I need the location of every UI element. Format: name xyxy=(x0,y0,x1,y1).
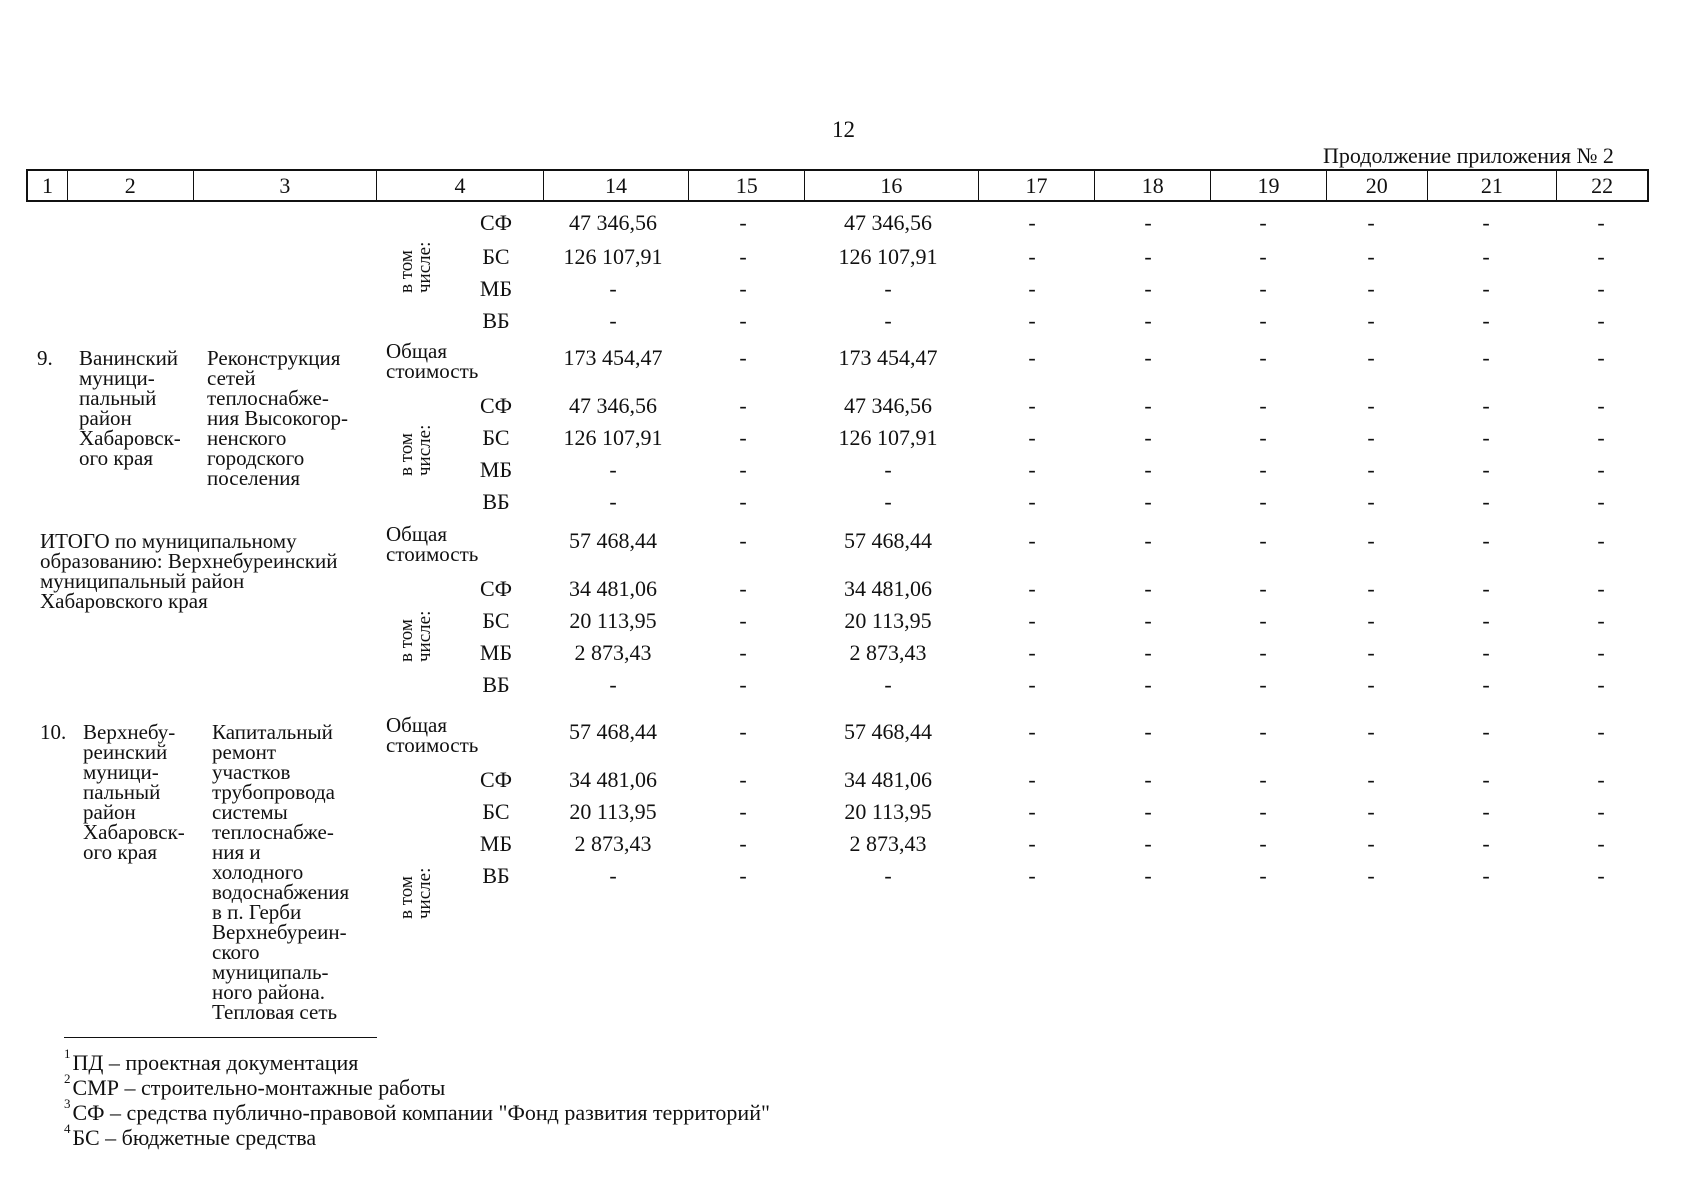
block10-c21-total: - xyxy=(1482,719,1490,744)
block10-c19-total: - xyxy=(1259,719,1267,744)
header-col-3: 3 xyxy=(194,171,378,200)
page-number: 12 xyxy=(832,117,855,142)
total-block-c14-0: 34 481,06 xyxy=(569,576,657,601)
block10-c16-total: 57 468,44 xyxy=(844,719,932,744)
block10-c19-2: - xyxy=(1259,831,1267,856)
block9-c20-0: - xyxy=(1367,393,1375,418)
total-block-c18-0: - xyxy=(1144,576,1152,601)
total-block-c18-3: - xyxy=(1144,672,1152,697)
block10-c19-3: - xyxy=(1259,863,1267,888)
total-block-c19-2: - xyxy=(1259,640,1267,665)
block10-type-mb: МБ xyxy=(479,831,513,856)
block0-c17-0: - xyxy=(1028,210,1036,235)
total-block-c17-2: - xyxy=(1028,640,1036,665)
block0-c14-2: - xyxy=(609,276,617,301)
block10-including-label: в том числе: xyxy=(396,867,435,919)
block0-c21-2: - xyxy=(1482,276,1490,301)
total-block-c19-0: - xyxy=(1259,576,1267,601)
block9-c16-total: 173 454,47 xyxy=(838,345,938,370)
table-header-row xyxy=(26,169,1649,202)
block0-type-sf: СФ xyxy=(479,210,513,235)
block9-c21-0: - xyxy=(1482,393,1490,418)
footnote-2 xyxy=(64,1071,446,1101)
block0-c15-0: - xyxy=(739,210,747,235)
block10-c17-3: - xyxy=(1028,863,1036,888)
block10-c22-0: - xyxy=(1597,767,1605,792)
block9-c15-2: - xyxy=(739,457,747,482)
block10-c16-3: - xyxy=(884,863,892,888)
total-block-c16-1: 20 113,95 xyxy=(844,608,932,633)
block0-c18-2: - xyxy=(1144,276,1152,301)
block9-c15-1: - xyxy=(739,425,747,450)
block10-total-label: Общая стоимость xyxy=(386,713,479,757)
total-block-c22-0: - xyxy=(1597,576,1605,601)
total-block-including-label: в том числе: xyxy=(396,610,435,662)
total-block-c18-1: - xyxy=(1144,608,1152,633)
total-block-c17-3: - xyxy=(1028,672,1036,697)
block10-c18-0: - xyxy=(1144,767,1152,792)
total-block-type-vb: ВБ xyxy=(482,672,510,697)
block9-c14-2: - xyxy=(609,457,617,482)
footnote-number: 1 xyxy=(64,1046,71,1061)
block9-c18-2: - xyxy=(1144,457,1152,482)
block10-c15-2: - xyxy=(739,831,747,856)
block9-c20-1: - xyxy=(1367,425,1375,450)
block0-c21-3: - xyxy=(1482,308,1490,333)
block0-c22-3: - xyxy=(1597,308,1605,333)
block0-c19-0: - xyxy=(1259,210,1267,235)
block0-c20-2: - xyxy=(1367,276,1375,301)
block10-c21-0: - xyxy=(1482,767,1490,792)
block9-c20-2: - xyxy=(1367,457,1375,482)
total-block-c22-3: - xyxy=(1597,672,1605,697)
footnote-3 xyxy=(64,1096,770,1126)
block9-c15-3: - xyxy=(739,489,747,514)
block9-municipality: Ванинский муници- пальный район Хабаровск- ого края xyxy=(79,346,181,470)
total-block-c18-total: - xyxy=(1144,528,1152,553)
block0-c16-3: - xyxy=(884,308,892,333)
block9-c15-0: - xyxy=(739,393,747,418)
footnote-4 xyxy=(64,1121,317,1151)
total-block-c20-total: - xyxy=(1367,528,1375,553)
block10-c20-3: - xyxy=(1367,863,1375,888)
block9-c20-3: - xyxy=(1367,489,1375,514)
block10-c18-3: - xyxy=(1144,863,1152,888)
header-col-18: 18 xyxy=(1095,171,1211,200)
block9-object: Реконструкция сетей теплоснабже- ния Высокогор- ненского городского поселения xyxy=(207,346,349,490)
block10-municipality: Верхнебу- реинский муници- пальный район Хабаровск- ого края xyxy=(83,720,185,864)
block0-c20-0: - xyxy=(1367,210,1375,235)
block0-c19-1: - xyxy=(1259,244,1267,269)
total-block-c21-2: - xyxy=(1482,640,1490,665)
total-block-c15-1: - xyxy=(739,608,747,633)
block10-c16-2: 2 873,43 xyxy=(849,831,927,856)
block10-object: Капитальный ремонт участков трубопровода системы теплоснабже- ния и холодного водоснабжения в п. Герби Верхнебуреин- ского муниципаль- ного района. Тепловая сеть xyxy=(212,720,350,1024)
header-col-4: 4 xyxy=(377,171,544,200)
block9-c17-1: - xyxy=(1028,425,1036,450)
total-block-type-mb: МБ xyxy=(479,640,513,665)
block0-c18-1: - xyxy=(1144,244,1152,269)
total-block-type-bs: БС xyxy=(482,608,510,633)
block10-c21-3: - xyxy=(1482,863,1490,888)
total-block-c16-total: 57 468,44 xyxy=(844,528,932,553)
block9-c17-0: - xyxy=(1028,393,1036,418)
footnote-text: СМР – строительно-монтажные работы xyxy=(72,1075,446,1100)
block9-c17-total: - xyxy=(1028,345,1036,370)
block9-c19-3: - xyxy=(1259,489,1267,514)
header-col-22: 22 xyxy=(1591,172,1614,198)
block0-c14-3: - xyxy=(609,308,617,333)
block0-c20-1: - xyxy=(1367,244,1375,269)
total-block-c22-total: - xyxy=(1597,528,1605,553)
footnote-text: БС – бюджетные средства xyxy=(72,1125,317,1150)
total-block-c16-0: 34 481,06 xyxy=(844,576,932,601)
total-block-c15-total: - xyxy=(739,528,747,553)
total-block-c16-2: 2 873,43 xyxy=(849,640,927,665)
block9-c19-total: - xyxy=(1259,345,1267,370)
block10-c14-1: 20 113,95 xyxy=(569,799,657,824)
block9-c15-total: - xyxy=(739,345,747,370)
block0-type-mb: МБ xyxy=(479,276,513,301)
total-block-c16-3: - xyxy=(884,672,892,697)
block0-type-vb: ВБ xyxy=(482,308,510,333)
block9-c22-total: - xyxy=(1597,345,1605,370)
block0-c21-0: - xyxy=(1482,210,1490,235)
block9-c16-0: 47 346,56 xyxy=(844,393,932,418)
header-col-15: 15 xyxy=(689,171,805,200)
block9-c21-2: - xyxy=(1482,457,1490,482)
block10-c15-total: - xyxy=(739,719,747,744)
block0-type-bs: БС xyxy=(482,244,510,269)
block9-c16-2: - xyxy=(884,457,892,482)
total-block-c19-total: - xyxy=(1259,528,1267,553)
block9-c14-1: 126 107,91 xyxy=(563,425,663,450)
header-col-17: 17 xyxy=(979,171,1096,200)
block0-c19-3: - xyxy=(1259,308,1267,333)
block10-type-vb: ВБ xyxy=(482,863,510,888)
block10-number: 10. xyxy=(40,720,67,744)
header-col-2: 2 xyxy=(68,171,194,200)
block9-c21-total: - xyxy=(1482,345,1490,370)
block10-c20-2: - xyxy=(1367,831,1375,856)
block0-c15-3: - xyxy=(739,308,747,333)
block10-c19-1: - xyxy=(1259,799,1267,824)
total-block-c20-1: - xyxy=(1367,608,1375,633)
total-block-c14-1: 20 113,95 xyxy=(569,608,657,633)
block0-c17-1: - xyxy=(1028,244,1036,269)
total-block-c14-3: - xyxy=(609,672,617,697)
block9-c14-total: 173 454,47 xyxy=(563,345,663,370)
header-col-21: 21 xyxy=(1428,171,1558,200)
block9-number: 9. xyxy=(37,346,53,370)
block10-c14-2: 2 873,43 xyxy=(574,831,652,856)
total-block-title: ИТОГО по муниципальному образованию: Верхнебуреинский муниципальный район Хабаровского края xyxy=(40,529,338,613)
total-block-type-sf: СФ xyxy=(479,576,513,601)
continuation-title: Продолжение приложения № 2 xyxy=(1323,143,1614,168)
block10-c18-total: - xyxy=(1144,719,1152,744)
block0-c18-0: - xyxy=(1144,210,1152,235)
total-block-c17-total: - xyxy=(1028,528,1036,553)
total-block-c14-2: 2 873,43 xyxy=(574,640,652,665)
block10-c20-total: - xyxy=(1367,719,1375,744)
block10-c20-1: - xyxy=(1367,799,1375,824)
total-block-c22-2: - xyxy=(1597,640,1605,665)
footnote-number: 3 xyxy=(64,1096,71,1111)
block0-c16-2: - xyxy=(884,276,892,301)
block10-c14-0: 34 481,06 xyxy=(569,767,657,792)
block10-c20-0: - xyxy=(1367,767,1375,792)
total-block-c15-2: - xyxy=(739,640,747,665)
block10-c22-total: - xyxy=(1597,719,1605,744)
footnote-divider xyxy=(64,1037,377,1038)
total-block-c15-3: - xyxy=(739,672,747,697)
header-col-19: 19 xyxy=(1211,171,1327,200)
block0-c20-3: - xyxy=(1367,308,1375,333)
footnote-number: 4 xyxy=(64,1121,71,1136)
block0-c21-1: - xyxy=(1482,244,1490,269)
block10-c15-0: - xyxy=(739,767,747,792)
block9-type-mb: МБ xyxy=(479,457,513,482)
block0-c16-0: 47 346,56 xyxy=(844,210,932,235)
total-block-c20-0: - xyxy=(1367,576,1375,601)
block0-c19-2: - xyxy=(1259,276,1267,301)
block9-c16-3: - xyxy=(884,489,892,514)
block10-c16-1: 20 113,95 xyxy=(844,799,932,824)
block9-including-label: в том числе: xyxy=(396,424,435,476)
footnote-number: 2 xyxy=(64,1071,71,1086)
footnote-text: ПД – проектная документация xyxy=(72,1050,359,1075)
block10-c16-0: 34 481,06 xyxy=(844,767,932,792)
block9-type-bs: БС xyxy=(482,425,510,450)
total-block-c17-1: - xyxy=(1028,608,1036,633)
block10-c14-3: - xyxy=(609,863,617,888)
block9-type-sf: СФ xyxy=(479,393,513,418)
total-block-c20-2: - xyxy=(1367,640,1375,665)
block0-c17-2: - xyxy=(1028,276,1036,301)
block10-c21-1: - xyxy=(1482,799,1490,824)
block10-type-bs: БС xyxy=(482,799,510,824)
block0-c22-2: - xyxy=(1597,276,1605,301)
block0-c22-0: - xyxy=(1597,210,1605,235)
total-block-c20-3: - xyxy=(1367,672,1375,697)
header-col-14: 14 xyxy=(544,171,690,200)
total-block-c21-total: - xyxy=(1482,528,1490,553)
block0-c15-1: - xyxy=(739,244,747,269)
block9-c14-3: - xyxy=(609,489,617,514)
block9-c16-1: 126 107,91 xyxy=(838,425,938,450)
block9-c22-1: - xyxy=(1597,425,1605,450)
block0-including-label: в том числе: xyxy=(396,241,435,293)
block9-c17-3: - xyxy=(1028,489,1036,514)
block10-c18-2: - xyxy=(1144,831,1152,856)
block9-c14-0: 47 346,56 xyxy=(569,393,657,418)
total-block-c22-1: - xyxy=(1597,608,1605,633)
total-block-c15-0: - xyxy=(739,576,747,601)
total-block-c21-1: - xyxy=(1482,608,1490,633)
block10-c15-3: - xyxy=(739,863,747,888)
block9-c22-3: - xyxy=(1597,489,1605,514)
block9-c19-1: - xyxy=(1259,425,1267,450)
block10-c22-3: - xyxy=(1597,863,1605,888)
total-block-c21-0: - xyxy=(1482,576,1490,601)
block9-c21-3: - xyxy=(1482,489,1490,514)
block9-c22-2: - xyxy=(1597,457,1605,482)
total-block-total-label: Общая стоимость xyxy=(386,522,479,566)
header-col-20: 20 xyxy=(1327,171,1428,200)
total-block-c14-total: 57 468,44 xyxy=(569,528,657,553)
block10-c14-total: 57 468,44 xyxy=(569,719,657,744)
block9-c18-1: - xyxy=(1144,425,1152,450)
block10-c19-0: - xyxy=(1259,767,1267,792)
block10-c15-1: - xyxy=(739,799,747,824)
block0-c18-3: - xyxy=(1144,308,1152,333)
block9-total-label: Общая стоимость xyxy=(386,339,479,383)
block10-c17-2: - xyxy=(1028,831,1036,856)
block9-c22-0: - xyxy=(1597,393,1605,418)
header-col-1: 1 xyxy=(28,171,68,200)
total-block-c19-3: - xyxy=(1259,672,1267,697)
header-col-16: 16 xyxy=(805,171,979,200)
footnote-text: СФ – средства публично-правовой компании "Фонд развития территорий" xyxy=(72,1100,770,1125)
block10-c18-1: - xyxy=(1144,799,1152,824)
block9-c19-0: - xyxy=(1259,393,1267,418)
block10-c22-1: - xyxy=(1597,799,1605,824)
block9-c18-3: - xyxy=(1144,489,1152,514)
total-block-c18-2: - xyxy=(1144,640,1152,665)
block10-c21-2: - xyxy=(1482,831,1490,856)
block0-c17-3: - xyxy=(1028,308,1036,333)
total-block-c19-1: - xyxy=(1259,608,1267,633)
block10-type-sf: СФ xyxy=(479,767,513,792)
block10-c17-1: - xyxy=(1028,799,1036,824)
block10-c17-total: - xyxy=(1028,719,1036,744)
block10-c22-2: - xyxy=(1597,831,1605,856)
footnote-1 xyxy=(64,1046,359,1076)
block9-type-vb: ВБ xyxy=(482,489,510,514)
block0-c15-2: - xyxy=(739,276,747,301)
block0-c14-1: 126 107,91 xyxy=(563,244,663,269)
block0-c14-0: 47 346,56 xyxy=(569,210,657,235)
block9-c19-2: - xyxy=(1259,457,1267,482)
block9-c18-total: - xyxy=(1144,345,1152,370)
block0-c22-1: - xyxy=(1597,244,1605,269)
block10-c17-0: - xyxy=(1028,767,1036,792)
block9-c18-0: - xyxy=(1144,393,1152,418)
block9-c21-1: - xyxy=(1482,425,1490,450)
total-block-c21-3: - xyxy=(1482,672,1490,697)
block9-c17-2: - xyxy=(1028,457,1036,482)
block0-c16-1: 126 107,91 xyxy=(838,244,938,269)
total-block-c17-0: - xyxy=(1028,576,1036,601)
block9-c20-total: - xyxy=(1367,345,1375,370)
